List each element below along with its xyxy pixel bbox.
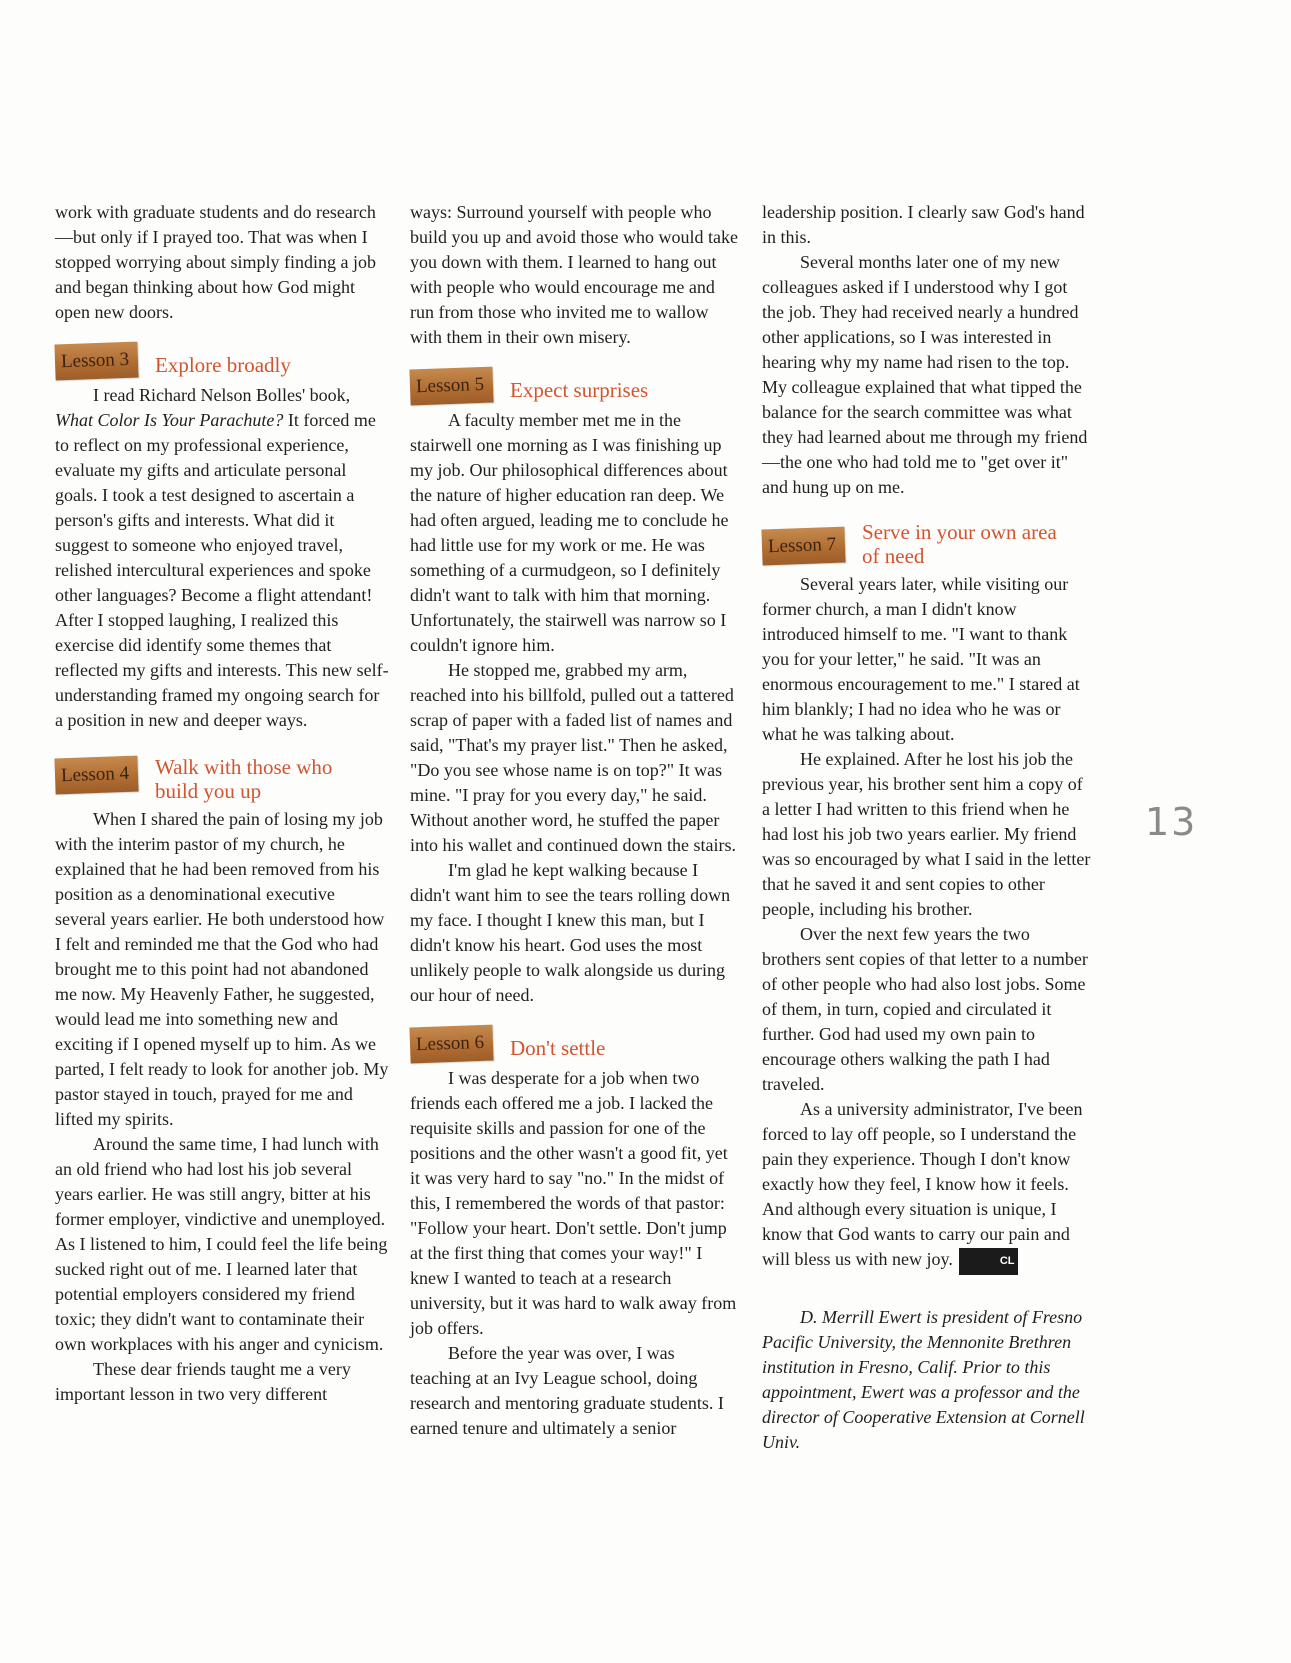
lesson-5-title: Expect surprises [510,378,649,402]
paragraph-lesson-6b: Before the year was over, I was teaching at an Ivy League school, doing research and mentoring graduate students. I earned tenure and ultimately a senior [410,1343,724,1438]
lesson-4-title-line2: build you up [155,779,262,803]
lesson-4-tag: Lesson 4 [54,756,138,795]
lesson-7-tag: Lesson 7 [761,527,845,566]
paragraph-intro: work with graduate students and do research—but only if I prayed too. That was when I stopped worrying about simply finding a job and began thinking about how God might open new doors. [55,202,376,322]
lesson-5-tag: Lesson 5 [409,367,493,406]
paragraph-lesson-5c: I'm glad he kept walking because I didn't want him to see the tears rolling down my face. I thought I knew this man, but I didn't know his heart. God uses the most unlikely people to walk alongside us during our hour of need. [410,860,731,1005]
paragraph-lesson-4c: These dear friends taught me a very important lesson in two very different [55,1359,351,1404]
paragraph-lesson-5a: A faculty member met me in the stairwell one morning as I was finishing up my job. Our philosophical differences about the nature of higher education ran deep. We had often argued, leading me to conclude he had little use for my work or me. He was something of a curmudgeon, so I definitely didn't want to talk with him that morning. Unfortunately, the stairwell was narrow so I couldn't ignore him. [410,410,729,655]
lesson-7-heading [762,518,1092,568]
lesson-3-title: Explore broadly [155,353,291,377]
lesson-3-heading [55,339,390,379]
column-2 [410,200,740,1441]
end-mark-icon: CL [959,1248,1018,1275]
lesson-6-tag: Lesson 6 [409,1025,493,1064]
lesson-6-heading [410,1022,740,1062]
paragraph-colleague: Several months later one of my new colleagues asked if I understood why I got the job. They had received nearly a hundred other applications, so I was interested in hearing why my name had risen to the top. My colleague explained that what tipped the balance for the search committee was what they had learned about me through my friend—the one who had told me to "get over it" and hung up on me. [762,252,1088,497]
lesson-6-title: Don't settle [510,1036,606,1060]
paragraph-continued: leadership position. I clearly saw God's hand in this. [762,202,1085,247]
column-3 [762,200,1092,1455]
book-title: What Color Is Your Parachute? [55,410,284,430]
paragraph-lesson-5b: He stopped me, grabbed my arm, reached into his billfold, pulled out a tattered scrap of paper with a faded list of names and said, "That's my prayer list." Then he asked, "Do you see whose name is on top?" It was mine. "I pray for you every day," he said. Without another word, he stuffed the paper into his wallet and continued down the stairs. [410,660,736,855]
paragraph-lesson-7c: Over the next few years the two brothers sent copies of that letter to a number of other people who had also lost jobs. Some of them, in turn, copied and circulated it further. God had used my own pain to encourage others walking the path I had traveled. [762,924,1088,1094]
lesson-5-heading [410,364,740,404]
paragraph-continued: ways: Surround yourself with people who build you up and avoid those who would take you down with them. I learned to hang out with people who would encourage me and run from those who invited me to wallow with them in their own misery. [410,202,738,347]
column-1 [55,200,390,1407]
lesson-7-title-line2: of need [862,544,925,568]
paragraph-lesson-4b: Around the same time, I had lunch with an old friend who had lost his job several years earlier. He was still angry, bitter at his former employer, vindictive and unemployed. As I listened to him, I could feel the life being sucked right out of me. I learned later that potential employers considered my friend toxic; they didn't want to contaminate their own workplaces with his anger and cynicism. [55,1134,388,1354]
lesson-4-title-line1: Walk with those who [155,755,333,779]
lesson-3-tag: Lesson 3 [54,342,138,381]
paragraph-lesson-7a: Several years later, while visiting our former church, a man I didn't know introduced himself to me. "I want to thank you for your letter," he said. "It was an enormous encouragement to me." I stared at him blankly; I had no idea who he was or what he was talking about. [762,574,1080,744]
author-bio: D. Merrill Ewert is president of Fresno Pacific University, the Mennonite Brethren institution in Fresno, Calif. Prior to this appointment, Ewert was a professor and the director of Cooperative Extension at Cornell Univ. [762,1307,1085,1452]
lesson-7-title-line1: Serve in your own area [862,520,1057,544]
lesson-3-text-end: It forced me to reflect on my professional experience, evaluate my gifts and articulate personal goals. I took a test designed to ascertain a person's gifts and interests. What did it suggest to someone who enjoyed travel, relished intercultural experiences and spoke other languages? Become a flight attendant! After I stopped laughing, I realized this exercise did identify some themes that reflected my gifts and interests. This new self-understanding framed my ongoing search for a position in new and deeper ways. [55,410,389,730]
lesson-3-text-start: I read Richard Nelson Bolles' book, [93,385,351,405]
paragraph-lesson-7d [762,1097,1092,1275]
paragraph-lesson-3 [55,383,390,733]
closing-text: As a university administrator, I've been forced to lay off people, so I understand the pain they experience. Though I don't know exactly how they feel, I know how it feels. And although every situation is unique, I know that God wants to carry our pain and will bless us with new joy. [762,1099,1083,1269]
paragraph-lesson-4a: When I shared the pain of losing my job with the interim pastor of my church, he explained that he had been removed from his position as a denominational executive several years earlier. He both understood how I felt and reminded me that the God who had brought me to this point had not abandoned me now. My Heavenly Father, he suggested, would lead me into something new and exciting if I opened myself up to him. As we parted, I felt ready to look for another job. My pastor stayed in touch, prayed for me and lifted my spirits. [55,809,389,1129]
lesson-4-heading [55,753,390,803]
page-number: 13 [1145,800,1198,844]
paragraph-lesson-7b: He explained. After he lost his job the previous year, his brother sent him a copy of a letter I had written to this friend when he had lost his job two years earlier. My friend was so encouraged by what I said in the letter that he saved it and sent copies to other people, including his brother. [762,749,1091,919]
paragraph-lesson-6a: I was desperate for a job when two friends each offered me a job. I lacked the requisite skills and passion for one of the positions and the other wasn't a good fit, yet it was very hard to say "no." In the midst of this, I remembered the words of that pastor: "Follow your heart. Don't settle. Don't jump at the first thing that comes your way!" I knew I wanted to teach at a research university, but it was hard to walk away from job offers. [410,1068,737,1338]
